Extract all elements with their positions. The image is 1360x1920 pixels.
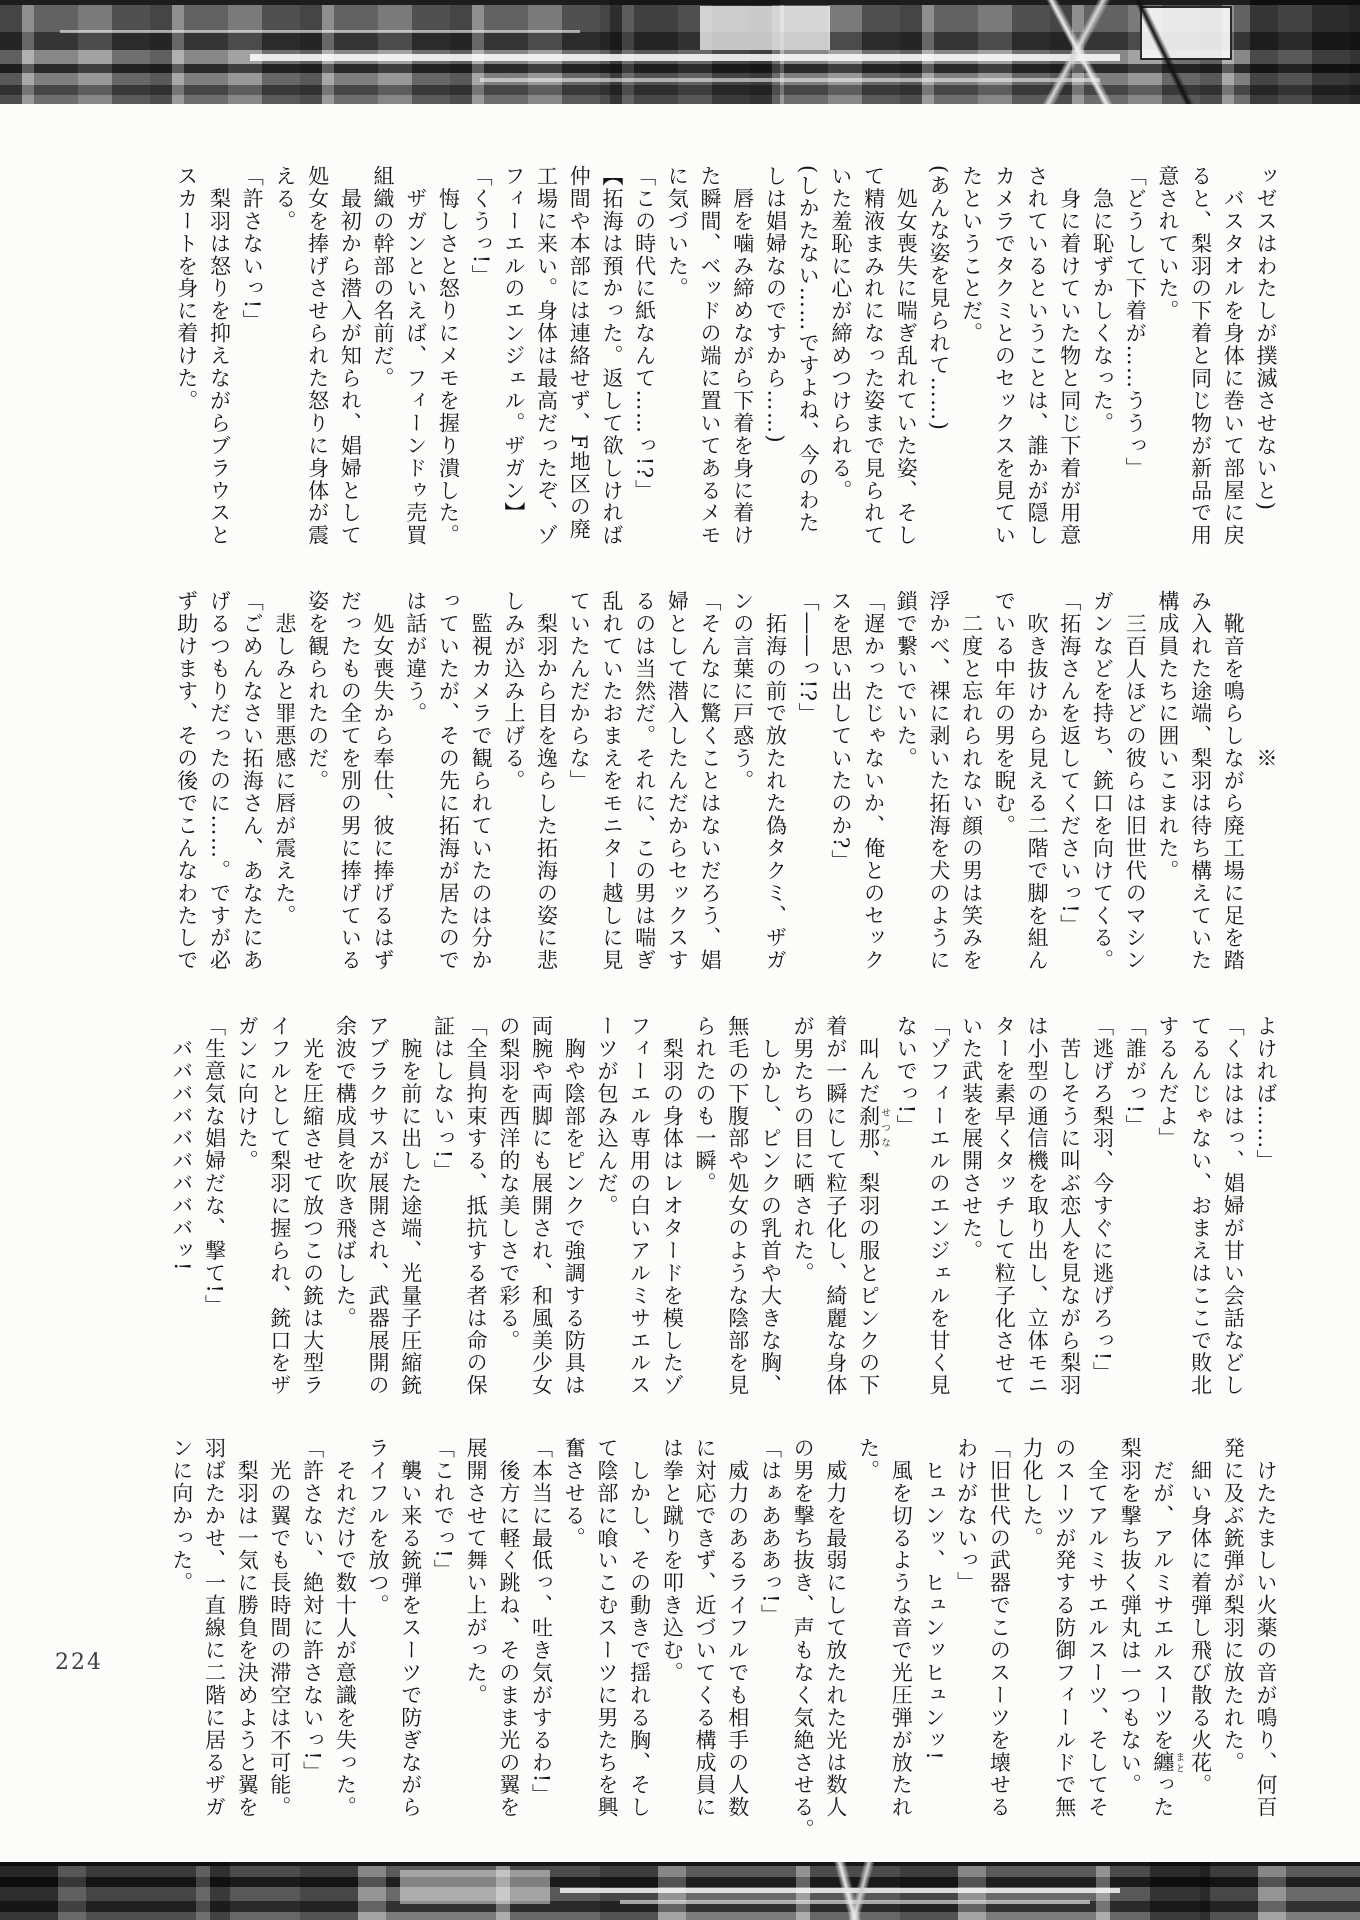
text-column: スを思い出していたのか?」	[828, 590, 853, 873]
text-column: フィーエル専用の白いアルミサエルス	[627, 1015, 652, 1397]
text-band-4	[169, 1437, 1282, 1842]
text-column: 「許さない、絶対に許さないっ!」	[300, 1437, 325, 1784]
text-column: (あんな姿を見られて……)	[926, 165, 951, 432]
text-column: 悲しみと罪悪感に唇が震えた。	[272, 590, 297, 927]
text-column: 羽ばたかせ、一直線に二階に居るザガ	[202, 1437, 227, 1819]
text-column: けたたましい火薬の音が鳴り、何百	[1254, 1437, 1278, 1819]
text-column: 靴音を鳴らしながら廃工場に足を踏	[1221, 590, 1246, 972]
text-column: 「ごめんなさい拓海さん、あなたにあ	[240, 590, 265, 972]
text-column: 吹き抜けから見える二階で脚を組ん	[1025, 590, 1050, 972]
text-column: 婦として潜入したんだからセックスす	[665, 590, 690, 972]
text-column: 「遅かったじゃないか、俺とのセック	[861, 590, 886, 972]
text-column: 梨羽を撃ち抜く弾丸は一つもない。	[1118, 1437, 1143, 1797]
text-column: 「どうして下着が……ううっ」	[1123, 165, 1148, 480]
text-column: ンの言葉に戸惑う。	[730, 590, 755, 793]
text-column: しかし、ピンクの乳首や大きな胸、	[758, 1015, 783, 1397]
text-column: るのは当然だ。それに、この男は喘ぎ	[632, 590, 657, 972]
text-column: カメラでタクミとのセックスを見てい	[992, 165, 1017, 547]
text-column: 展開させて舞い上がった。	[464, 1437, 489, 1707]
text-column: 力化した。	[1020, 1437, 1045, 1550]
header-diagonal-lines	[830, 0, 1350, 104]
header-white-streak	[60, 30, 580, 33]
text-column: ターを素早くタッチして粒子化させて	[992, 1015, 1017, 1397]
text-column: 「そんなに驚くことはないだろう、娼	[698, 590, 723, 972]
text-column: 「ゾフィーエルのエンジェルを甘く見	[926, 1015, 951, 1397]
text-column: されているということは、誰かが隠し	[1025, 165, 1050, 547]
text-column: げるつもりだったのに……。ですが必	[207, 590, 232, 972]
text-band-1	[170, 165, 1282, 549]
text-column: 余波で構成員を吹き飛ばした。	[333, 1015, 358, 1330]
text-column: 「――っ!?」	[796, 590, 821, 725]
text-column: だったもの全てを別の男に捧げている	[338, 590, 363, 972]
footer-art-collage	[0, 1862, 1360, 1920]
header-light-block	[700, 6, 830, 50]
text-column: 梨羽の身体はレオタードを模したゾ	[660, 1015, 685, 1397]
text-column: に対応できず、近づいてくる構成員に	[693, 1437, 718, 1819]
text-column: 襲い来る銃弾をスーツで防ぎながら	[398, 1437, 423, 1819]
text-column: のスーツが発する防御フィールドで無	[1052, 1437, 1077, 1819]
text-column: 「誰がっ!」	[1123, 1015, 1148, 1138]
text-column: よければ……」	[1254, 1015, 1278, 1173]
text-column: 「許さないっ!」	[240, 165, 265, 333]
text-column: み入れた途端、梨羽は待ち構えていた	[1188, 590, 1213, 972]
text-column: 証はしないっ!」	[431, 1015, 456, 1183]
text-column: スカートを身に着けた。	[174, 165, 199, 412]
text-column: しみが込み上げる。	[501, 590, 526, 793]
text-column: 鎖で繋いでいた。	[894, 590, 919, 770]
text-column: てるんじゃない、おまえはここで敗北	[1188, 1015, 1213, 1397]
text-column: ると、梨羽の下着と同じ物が新品で用	[1188, 165, 1213, 547]
text-column: っていたが、その先に拓海が居たので	[436, 590, 461, 972]
text-column: 「旧世代の武器でこのスーツを壊せる	[987, 1437, 1012, 1819]
text-column: 無毛の下腹部や処女のような陰部を見	[725, 1015, 750, 1397]
text-column: 最初から潜入が知られ、娼婦として	[338, 165, 363, 547]
text-column: の梨羽を西洋的な美しさで彩る。	[496, 1015, 521, 1352]
text-column: 風を切るような音で光圧弾が放たれ	[889, 1437, 914, 1819]
text-column: 二度と忘れられない顔の男は笑みを	[959, 590, 984, 972]
text-column: 悔しさと怒りにメモを握り潰した。	[436, 165, 461, 547]
text-column: 唇を噛み締めながら下着を身に着け	[730, 165, 755, 547]
text-column: 後方に軽く跳ね、そのまま光の翼を	[496, 1437, 521, 1819]
text-column: は話が違う。	[403, 590, 428, 725]
text-column: られたのも一瞬。	[693, 1015, 718, 1195]
text-column: バババババババババッ!	[169, 1015, 194, 1272]
footer-diagonal-lines	[640, 1862, 1100, 1920]
text-column: て陰部に喰いこむスーツに男たちを興	[594, 1437, 619, 1819]
text-column: 奮させる。	[562, 1437, 587, 1550]
text-column: た。	[856, 1437, 881, 1482]
text-column: 仲間や本部には連絡せず、F地区の廃	[567, 165, 592, 541]
text-column: フィーエルのエンジェル。ザガン】	[501, 165, 526, 525]
text-column: 処女喪失から奉仕、彼に捧げるはず	[371, 590, 396, 972]
text-column: 「これでっ!」	[431, 1437, 456, 1582]
text-column: 意されていた。	[1155, 165, 1180, 323]
text-column: 【拓海は預かった。返して欲しければ	[599, 165, 624, 547]
text-column: 梨羽は一気に勝負を決めようと翼を	[235, 1437, 260, 1819]
text-column: いた羞恥に心が締めつけられる。	[828, 165, 853, 502]
text-column: 梨羽は怒りを抑えながらブラウスと	[207, 165, 232, 547]
text-band-3	[170, 1015, 1282, 1399]
text-column: いた武装を展開させた。	[959, 1015, 984, 1262]
text-column: ガンに向けた。	[235, 1015, 260, 1173]
footer-dark-block	[0, 1862, 230, 1920]
text-column: ザガンといえば、フィーンドゥ売買	[403, 165, 428, 547]
text-column: 腕を前に出した途端、光量子圧縮銃	[398, 1015, 423, 1397]
text-column: ず助けます、その後でこんなわたしで	[174, 590, 199, 972]
text-column: た瞬間、ベッドの端に置いてあるメモ	[698, 165, 723, 547]
page-number: 224	[55, 1650, 103, 1675]
text-column: 三百人ほどの彼らは旧世代のマシン	[1123, 590, 1148, 972]
text-column: 構成員たちに囲いこまれた。	[1155, 590, 1180, 882]
text-column: 「本当に最低っ、吐き気がするわ!」	[529, 1437, 554, 1807]
text-column: 姿を観られたのだ。	[305, 590, 330, 793]
text-column: ッゼスはわたしが撲滅させないと)	[1254, 165, 1278, 512]
text-column: 「拓海さんを返してくださいっ!」	[1057, 590, 1082, 937]
text-column: しかし、その動きで揺れる胸、そし	[627, 1437, 652, 1819]
text-column: 細い身体に着弾し飛び散る火花。	[1188, 1437, 1213, 1797]
text-column: たということだ。	[959, 165, 984, 345]
text-column: ーツが包み込んだ。	[594, 1015, 619, 1218]
text-column: 梨羽から目を逸らした拓海の姿に悲	[534, 590, 559, 972]
text-column: ンに向かった。	[169, 1437, 194, 1595]
text-column: 工場に来い。身体は最高だったぞ、ゾ	[534, 165, 559, 547]
text-column: 威力を最弱にして放たれた光は数人	[823, 1437, 848, 1819]
text-column: イフルとして梨羽に握られ、銃口をザ	[267, 1015, 292, 1397]
footer-dark-block	[1150, 1862, 1210, 1920]
text-column: 監視カメラで観られていたのは分か	[469, 590, 494, 972]
text-column: ガンなどを持ち、銃口を向けてくる。	[1090, 590, 1115, 972]
text-band-2	[170, 590, 1282, 974]
text-column: 組織の幹部の名前だ。	[371, 165, 396, 390]
text-column: 威力のあるライフルでも相手の人数	[725, 1437, 750, 1819]
text-column: 処女喪失に喘ぎ乱れていた姿、そし	[894, 165, 919, 547]
text-column: 身に着けていた物と同じ下着が用意	[1057, 165, 1082, 547]
text-column: 「くうっ!」	[469, 165, 494, 288]
text-column: に気づいた。	[665, 165, 690, 300]
text-column: の男を撃ち抜き、声もなく気絶させる。	[791, 1437, 816, 1842]
text-column: 「くはははっ、娼婦が甘い会話などし	[1221, 1015, 1246, 1397]
text-column: 「この時代に紙なんて……っ!?」	[632, 165, 657, 502]
text-column: 叫んだ刹那せつな、梨羽の服とピンクの下	[856, 1015, 891, 1397]
text-column: しは娼婦なのですから……)	[763, 165, 788, 445]
text-column: える。	[272, 165, 297, 233]
text-column: は拳と蹴りを叩き込む。	[660, 1437, 685, 1684]
text-column: ※	[1254, 590, 1278, 770]
text-column: て精液まみれになった姿まで見られて	[861, 165, 886, 547]
text-column: 光の翼でも長時間の滞空は不可能。	[267, 1437, 292, 1819]
text-column: 「生意気な娼婦だな、撃て!」	[202, 1015, 227, 1317]
text-column: 胸や陰部をピンクで強調する防具は	[562, 1015, 587, 1397]
text-column: 両腕や両脚にも展開され、和風美少女	[529, 1015, 554, 1397]
text-column: ないでっ!」	[894, 1015, 919, 1138]
text-column: 処女を捧げさせられた怒りに身体が震	[305, 165, 330, 547]
text-column: 着が一瞬にして粒子化し、綺麗な身体	[823, 1015, 848, 1397]
text-column: わけがないっ」	[954, 1437, 979, 1595]
text-column: 「はぁあああっ!」	[758, 1437, 783, 1627]
text-column: 「逃げろ梨羽、今すぐに逃げろっ!」	[1090, 1015, 1115, 1385]
footer-light-block	[400, 1870, 550, 1904]
text-column: 急に恥ずかしくなった。	[1090, 165, 1115, 435]
text-column: 全てアルミサエルスーツ、そしてそ	[1085, 1437, 1110, 1819]
text-column: アブラクサスが展開され、武器展開の	[366, 1015, 391, 1397]
text-column: 浮かべ、裸に剥いた拓海を犬のように	[926, 590, 951, 972]
text-column: が男たちの目に晒された。	[791, 1015, 816, 1285]
text-column: ていたんだからな」	[567, 590, 592, 793]
text-column: ヒュンッ、ヒュンッヒュンッ!	[921, 1437, 946, 1762]
text-column: ライフルを放つ。	[366, 1437, 391, 1617]
text-column: だが、アルミサエルスーツを纏まとった	[1150, 1437, 1185, 1819]
header-art-collage	[0, 0, 1360, 104]
text-column: バスタオルを身体に巻いて部屋に戻	[1221, 165, 1246, 547]
text-column: それだけで数十人が意識を失った。	[333, 1437, 358, 1819]
text-column: 「全員拘束する、抵抗する者は命の保	[464, 1015, 489, 1397]
text-column: 乱れていたおまえをモニター越しに見	[599, 590, 624, 972]
text-column: するんだよ」	[1155, 1015, 1180, 1150]
text-column: (しかたない……ですよね、今のわた	[796, 165, 821, 534]
text-column: 苦しそうに叫ぶ恋人を見ながら梨羽	[1057, 1015, 1082, 1397]
text-column: 光を圧縮させて放つこの銃は大型ラ	[300, 1015, 325, 1397]
text-column: 発に及ぶ銃弾が梨羽に放たれた。	[1221, 1437, 1246, 1774]
text-column: は小型の通信機を取り出し、立体モニ	[1025, 1015, 1050, 1397]
text-column: でいる中年の男を睨む。	[992, 590, 1017, 837]
text-column: 拓海の前で放たれた偽タクミ、ザガ	[763, 590, 788, 972]
